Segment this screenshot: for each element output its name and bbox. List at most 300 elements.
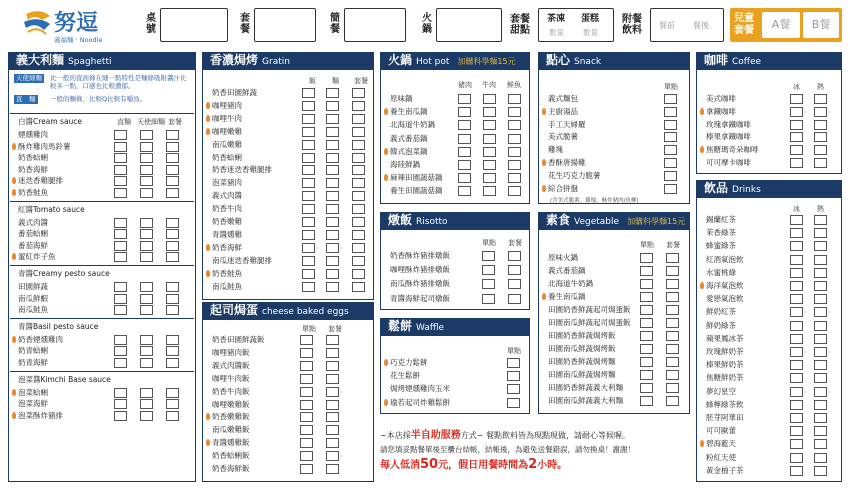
order-checkbox[interactable] [352, 230, 365, 240]
order-checkbox[interactable] [458, 94, 471, 104]
order-checkbox[interactable] [814, 241, 827, 251]
order-checkbox[interactable] [302, 204, 315, 214]
order-checkbox[interactable] [814, 255, 827, 265]
order-checkbox[interactable] [140, 165, 153, 175]
order-checkbox[interactable] [664, 94, 677, 104]
order-checkbox[interactable] [352, 178, 365, 188]
order-checkbox[interactable] [302, 140, 315, 150]
order-checkbox[interactable] [814, 373, 827, 383]
order-checkbox[interactable] [790, 268, 803, 278]
order-checkbox[interactable] [326, 256, 339, 266]
item-name: 田園奶香鮮蔬起司焗蛋飯 [548, 305, 631, 314]
order-checkbox[interactable] [114, 218, 127, 228]
item-name: 義式肉醬 [18, 217, 48, 227]
order-checkbox[interactable] [114, 165, 127, 175]
order-checkbox[interactable] [326, 438, 339, 448]
order-checkbox[interactable] [790, 413, 803, 423]
order-checkbox[interactable] [352, 101, 365, 111]
order-checkbox[interactable] [140, 229, 153, 239]
order-checkbox[interactable] [302, 217, 315, 227]
order-checkbox[interactable] [326, 243, 339, 253]
order-checkbox[interactable] [166, 229, 179, 239]
order-checkbox[interactable] [166, 142, 179, 152]
item-name: 泡菜豬肉 [212, 178, 242, 188]
order-checkbox[interactable] [140, 188, 153, 198]
order-checkbox[interactable] [114, 388, 127, 398]
order-checkbox[interactable] [114, 346, 127, 356]
order-checkbox[interactable] [326, 191, 339, 201]
order-checkbox[interactable] [326, 127, 339, 137]
order-checkbox[interactable] [458, 147, 471, 157]
order-checkbox[interactable] [482, 265, 495, 275]
order-checkbox[interactable] [326, 165, 339, 175]
order-checkbox[interactable] [326, 374, 339, 384]
order-checkbox[interactable] [166, 188, 179, 198]
order-checkbox[interactable] [302, 243, 315, 253]
order-checkbox[interactable] [352, 127, 365, 137]
order-checkbox[interactable] [352, 204, 365, 214]
order-checkbox[interactable] [814, 439, 827, 449]
order-checkbox[interactable] [790, 281, 803, 291]
order-checkbox[interactable] [640, 396, 653, 406]
order-checkbox[interactable] [814, 334, 827, 344]
simple-meal-box[interactable] [344, 8, 406, 42]
order-checkbox[interactable] [640, 383, 653, 393]
order-checkbox[interactable] [640, 279, 653, 289]
order-checkbox[interactable] [483, 173, 496, 183]
order-checkbox[interactable] [790, 360, 803, 370]
order-checkbox[interactable] [302, 191, 315, 201]
coffee-title-en: Coffee [732, 57, 762, 67]
order-checkbox[interactable] [140, 176, 153, 186]
order-checkbox[interactable] [166, 399, 179, 409]
order-checkbox[interactable] [300, 412, 313, 422]
order-checkbox[interactable] [664, 120, 677, 130]
order-checkbox[interactable] [114, 241, 127, 251]
order-checkbox[interactable] [664, 107, 677, 117]
order-checkbox[interactable] [483, 107, 496, 117]
order-checkbox[interactable] [114, 358, 127, 368]
order-checkbox[interactable] [166, 241, 179, 251]
order-checkbox[interactable] [300, 464, 313, 474]
order-checkbox[interactable] [326, 412, 339, 422]
order-checkbox[interactable] [814, 347, 827, 357]
order-checkbox[interactable] [302, 127, 315, 137]
order-checkbox[interactable] [664, 158, 677, 168]
order-checkbox[interactable] [166, 176, 179, 186]
order-checkbox[interactable] [814, 387, 827, 397]
order-checkbox[interactable] [114, 411, 127, 421]
order-checkbox[interactable] [790, 426, 803, 436]
order-checkbox[interactable] [140, 399, 153, 409]
order-checkbox[interactable] [640, 318, 653, 328]
order-checkbox[interactable] [326, 204, 339, 214]
order-checkbox[interactable] [326, 101, 339, 111]
order-checkbox[interactable] [790, 400, 803, 410]
order-checkbox[interactable] [326, 282, 339, 292]
order-checkbox[interactable] [814, 132, 827, 142]
item-name: 胚芽阿華田 [706, 413, 744, 422]
order-checkbox[interactable] [326, 425, 339, 435]
order-checkbox[interactable] [140, 142, 153, 152]
order-checkbox[interactable] [166, 294, 179, 304]
order-checkbox[interactable] [482, 294, 495, 304]
order-checkbox[interactable] [790, 145, 803, 155]
order-checkbox[interactable] [140, 241, 153, 251]
order-checkbox[interactable] [814, 158, 827, 168]
order-checkbox[interactable] [640, 266, 653, 276]
order-checkbox[interactable] [326, 88, 339, 98]
order-checkbox[interactable] [352, 140, 365, 150]
order-checkbox[interactable] [114, 335, 127, 345]
item-name: 奶香田園鮮蔬 [212, 88, 257, 97]
order-checkbox[interactable] [114, 176, 127, 186]
order-checkbox[interactable] [458, 173, 471, 183]
kids-meal-label: 兒童套餐 [734, 13, 754, 36]
list-item [540, 317, 688, 329]
order-checkbox[interactable] [166, 305, 179, 315]
item-name: 奶香牛肉飯 [212, 386, 250, 396]
order-checkbox[interactable] [664, 184, 677, 194]
order-checkbox[interactable] [140, 346, 153, 356]
column-header: 套餐 [354, 77, 368, 85]
item-name: 玫瑰鮮奶茶 [706, 347, 744, 356]
list-item [698, 359, 840, 371]
order-checkbox[interactable] [790, 228, 803, 238]
order-checkbox[interactable] [114, 130, 127, 140]
list-item [698, 452, 840, 464]
order-checkbox[interactable] [483, 94, 496, 104]
order-checkbox[interactable] [302, 256, 315, 266]
order-checkbox[interactable] [114, 252, 127, 262]
order-checkbox[interactable] [483, 147, 496, 157]
order-checkbox[interactable] [814, 453, 827, 463]
kids-meal-a-box[interactable]: A餐 [762, 12, 800, 38]
list-item [698, 240, 840, 252]
order-checkbox[interactable] [508, 294, 521, 304]
order-checkbox[interactable] [814, 268, 827, 278]
order-checkbox[interactable] [114, 294, 127, 304]
order-checkbox[interactable] [790, 132, 803, 142]
order-checkbox[interactable] [814, 321, 827, 331]
order-checkbox[interactable] [302, 165, 315, 175]
order-checkbox[interactable] [640, 370, 653, 380]
hot-recommend-icon [699, 440, 705, 448]
order-checkbox[interactable] [302, 269, 315, 279]
order-checkbox[interactable] [508, 173, 521, 183]
order-checkbox[interactable] [326, 348, 339, 358]
order-checkbox[interactable] [352, 269, 365, 279]
kids-meal-b-box[interactable]: B餐 [803, 12, 839, 38]
order-checkbox[interactable] [352, 153, 365, 163]
order-checkbox[interactable] [666, 370, 679, 380]
order-checkbox[interactable] [166, 335, 179, 345]
order-checkbox[interactable] [508, 251, 521, 261]
order-checkbox[interactable] [352, 114, 365, 124]
order-checkbox[interactable] [482, 251, 495, 261]
set-dessert-box[interactable] [538, 8, 614, 42]
order-checkbox[interactable] [352, 256, 365, 266]
order-checkbox[interactable] [666, 396, 679, 406]
order-checkbox[interactable] [666, 253, 679, 263]
order-checkbox[interactable] [508, 107, 521, 117]
item-name: 綜合拼盤 [548, 183, 578, 193]
before-meal-option[interactable]: 餐前 [659, 21, 675, 30]
order-checkbox[interactable] [666, 344, 679, 354]
order-checkbox[interactable] [326, 464, 339, 474]
order-checkbox[interactable] [140, 305, 153, 315]
order-checkbox[interactable] [140, 153, 153, 163]
order-checkbox[interactable] [302, 178, 315, 188]
order-checkbox[interactable] [458, 107, 471, 117]
order-checkbox[interactable] [140, 252, 153, 262]
order-checkbox[interactable] [326, 140, 339, 150]
order-checkbox[interactable] [814, 426, 827, 436]
order-checkbox[interactable] [302, 114, 315, 124]
order-checkbox[interactable] [326, 269, 339, 279]
order-checkbox[interactable] [664, 145, 677, 155]
order-checkbox[interactable] [482, 279, 495, 289]
drink-box[interactable] [650, 8, 724, 42]
order-checkbox[interactable] [326, 400, 339, 410]
order-checkbox[interactable] [814, 294, 827, 304]
order-checkbox[interactable] [666, 292, 679, 302]
order-checkbox[interactable] [326, 335, 339, 345]
order-checkbox[interactable] [166, 282, 179, 292]
item-name: 奶香蛤蜊飯 [212, 451, 250, 461]
order-checkbox[interactable] [814, 107, 827, 117]
order-checkbox[interactable] [166, 252, 179, 262]
drinks-title: 飲品 [704, 181, 729, 195]
order-checkbox[interactable] [508, 94, 521, 104]
order-checkbox[interactable] [166, 165, 179, 175]
column-header: 套餐 [666, 241, 680, 249]
cha-label: 茶凍 [547, 14, 566, 24]
list-item [204, 399, 372, 411]
set-meal-box[interactable] [254, 8, 316, 42]
dan-qty[interactable]: 數量 [583, 28, 598, 37]
order-checkbox[interactable] [814, 94, 827, 104]
order-checkbox[interactable] [790, 334, 803, 344]
order-checkbox[interactable] [508, 160, 521, 170]
order-checkbox[interactable] [814, 215, 827, 225]
order-checkbox[interactable] [114, 305, 127, 315]
order-checkbox[interactable] [300, 361, 313, 371]
list-item [540, 265, 688, 277]
order-checkbox[interactable] [326, 451, 339, 461]
order-checkbox[interactable] [814, 281, 827, 291]
order-checkbox[interactable] [666, 279, 679, 289]
order-checkbox[interactable] [166, 130, 179, 140]
order-checkbox[interactable] [300, 387, 313, 397]
order-checkbox[interactable] [507, 358, 520, 368]
order-checkbox[interactable] [458, 120, 471, 130]
order-checkbox[interactable] [302, 88, 315, 98]
order-checkbox[interactable] [790, 453, 803, 463]
order-checkbox[interactable] [790, 347, 803, 357]
order-checkbox[interactable] [302, 230, 315, 240]
order-checkbox[interactable] [458, 186, 471, 196]
list-item [540, 170, 688, 182]
item-name: 咖哩嫩雞飯 [212, 399, 250, 409]
order-checkbox[interactable] [664, 132, 677, 142]
order-checkbox[interactable] [140, 358, 153, 368]
order-checkbox[interactable] [666, 266, 679, 276]
order-checkbox[interactable] [790, 439, 803, 449]
order-checkbox[interactable] [166, 411, 179, 421]
order-checkbox[interactable] [640, 344, 653, 354]
order-checkbox[interactable] [114, 282, 127, 292]
order-checkbox[interactable] [140, 335, 153, 345]
order-checkbox[interactable] [483, 120, 496, 130]
item-name: 青醬燻雞飯 [212, 438, 250, 448]
order-checkbox[interactable] [508, 120, 521, 130]
after-meal-option[interactable]: 餐後 [693, 21, 709, 30]
order-checkbox[interactable] [326, 153, 339, 163]
order-checkbox[interactable] [300, 425, 313, 435]
order-checkbox[interactable] [140, 218, 153, 228]
order-checkbox[interactable] [326, 230, 339, 240]
list-item [10, 129, 194, 141]
order-checkbox[interactable] [114, 153, 127, 163]
item-name: 奶香海鮮飯 [212, 464, 250, 473]
order-checkbox[interactable] [114, 399, 127, 409]
column-header: 熱 [817, 205, 824, 213]
order-checkbox[interactable] [140, 282, 153, 292]
list-item [10, 164, 194, 176]
order-checkbox[interactable] [790, 215, 803, 225]
item-name: 南瓜鮮蝦 [18, 293, 48, 303]
order-checkbox[interactable] [352, 282, 365, 292]
order-checkbox[interactable] [814, 307, 827, 317]
order-checkbox[interactable] [507, 371, 520, 381]
order-checkbox[interactable] [114, 188, 127, 198]
list-item [382, 119, 528, 131]
order-checkbox[interactable] [300, 438, 313, 448]
list-item [10, 387, 194, 399]
order-checkbox[interactable] [140, 388, 153, 398]
order-checkbox[interactable] [666, 383, 679, 393]
order-checkbox[interactable] [790, 107, 803, 117]
order-checkbox[interactable] [114, 229, 127, 239]
order-checkbox[interactable] [790, 241, 803, 251]
order-checkbox[interactable] [483, 134, 496, 144]
order-checkbox[interactable] [666, 357, 679, 367]
order-checkbox[interactable] [790, 158, 803, 168]
order-checkbox[interactable] [640, 292, 653, 302]
order-checkbox[interactable] [483, 160, 496, 170]
order-checkbox[interactable] [640, 305, 653, 315]
order-checkbox[interactable] [166, 153, 179, 163]
order-checkbox[interactable] [483, 186, 496, 196]
order-checkbox[interactable] [508, 134, 521, 144]
order-checkbox[interactable] [507, 398, 520, 408]
order-checkbox[interactable] [508, 186, 521, 196]
order-checkbox[interactable] [664, 171, 677, 181]
order-checkbox[interactable] [814, 228, 827, 238]
order-checkbox[interactable] [790, 321, 803, 331]
list-item [204, 463, 372, 475]
list-item [540, 131, 688, 143]
order-checkbox[interactable] [458, 160, 471, 170]
order-checkbox[interactable] [790, 373, 803, 383]
order-checkbox[interactable] [507, 384, 520, 394]
order-checkbox[interactable] [352, 165, 365, 175]
order-checkbox[interactable] [352, 217, 365, 227]
order-checkbox[interactable] [790, 294, 803, 304]
cha-qty[interactable]: 數量 [549, 28, 564, 37]
order-checkbox[interactable] [790, 307, 803, 317]
order-checkbox[interactable] [790, 387, 803, 397]
order-checkbox[interactable] [508, 265, 521, 275]
order-checkbox[interactable] [302, 282, 315, 292]
header-hotpot-label: 火鍋 [422, 13, 432, 35]
order-checkbox[interactable] [814, 145, 827, 155]
order-checkbox[interactable] [140, 294, 153, 304]
order-checkbox[interactable] [300, 348, 313, 358]
list-item [698, 333, 840, 345]
order-checkbox[interactable] [790, 120, 803, 130]
order-checkbox[interactable] [114, 142, 127, 152]
order-checkbox[interactable] [326, 178, 339, 188]
order-checkbox[interactable] [814, 360, 827, 370]
spaghetti-title: 義大利麵 [16, 53, 65, 67]
order-checkbox[interactable] [814, 120, 827, 130]
order-checkbox[interactable] [166, 358, 179, 368]
order-checkbox[interactable] [302, 153, 315, 163]
table-number-box[interactable] [160, 8, 228, 42]
order-checkbox[interactable] [352, 243, 365, 253]
order-checkbox[interactable] [814, 413, 827, 423]
order-checkbox[interactable] [140, 411, 153, 421]
item-name: 義式麵包 [548, 94, 578, 103]
order-checkbox[interactable] [814, 400, 827, 410]
order-checkbox[interactable] [300, 374, 313, 384]
order-checkbox[interactable] [508, 279, 521, 289]
order-checkbox[interactable] [666, 318, 679, 328]
order-checkbox[interactable] [166, 218, 179, 228]
order-checkbox[interactable] [326, 387, 339, 397]
order-checkbox[interactable] [140, 130, 153, 140]
order-checkbox[interactable] [640, 253, 653, 263]
order-checkbox[interactable] [814, 466, 827, 476]
order-checkbox[interactable] [666, 305, 679, 315]
order-checkbox[interactable] [300, 400, 313, 410]
order-checkbox[interactable] [326, 361, 339, 371]
order-checkbox[interactable] [166, 346, 179, 356]
order-checkbox[interactable] [300, 335, 313, 345]
hotpot-box[interactable] [436, 8, 502, 42]
order-checkbox[interactable] [790, 466, 803, 476]
order-checkbox[interactable] [352, 191, 365, 201]
order-checkbox[interactable] [166, 388, 179, 398]
list-item [204, 190, 372, 202]
order-checkbox[interactable] [640, 331, 653, 341]
order-checkbox[interactable] [666, 331, 679, 341]
order-checkbox[interactable] [790, 255, 803, 265]
list-item [10, 398, 194, 410]
order-checkbox[interactable] [326, 217, 339, 227]
item-name: 榛果拿鐵咖啡 [706, 132, 751, 142]
order-checkbox[interactable] [790, 94, 803, 104]
order-checkbox[interactable] [458, 134, 471, 144]
order-checkbox[interactable] [300, 451, 313, 461]
order-checkbox[interactable] [352, 88, 365, 98]
order-checkbox[interactable] [640, 357, 653, 367]
order-checkbox[interactable] [508, 147, 521, 157]
order-checkbox[interactable] [302, 101, 315, 111]
order-checkbox[interactable] [326, 114, 339, 124]
